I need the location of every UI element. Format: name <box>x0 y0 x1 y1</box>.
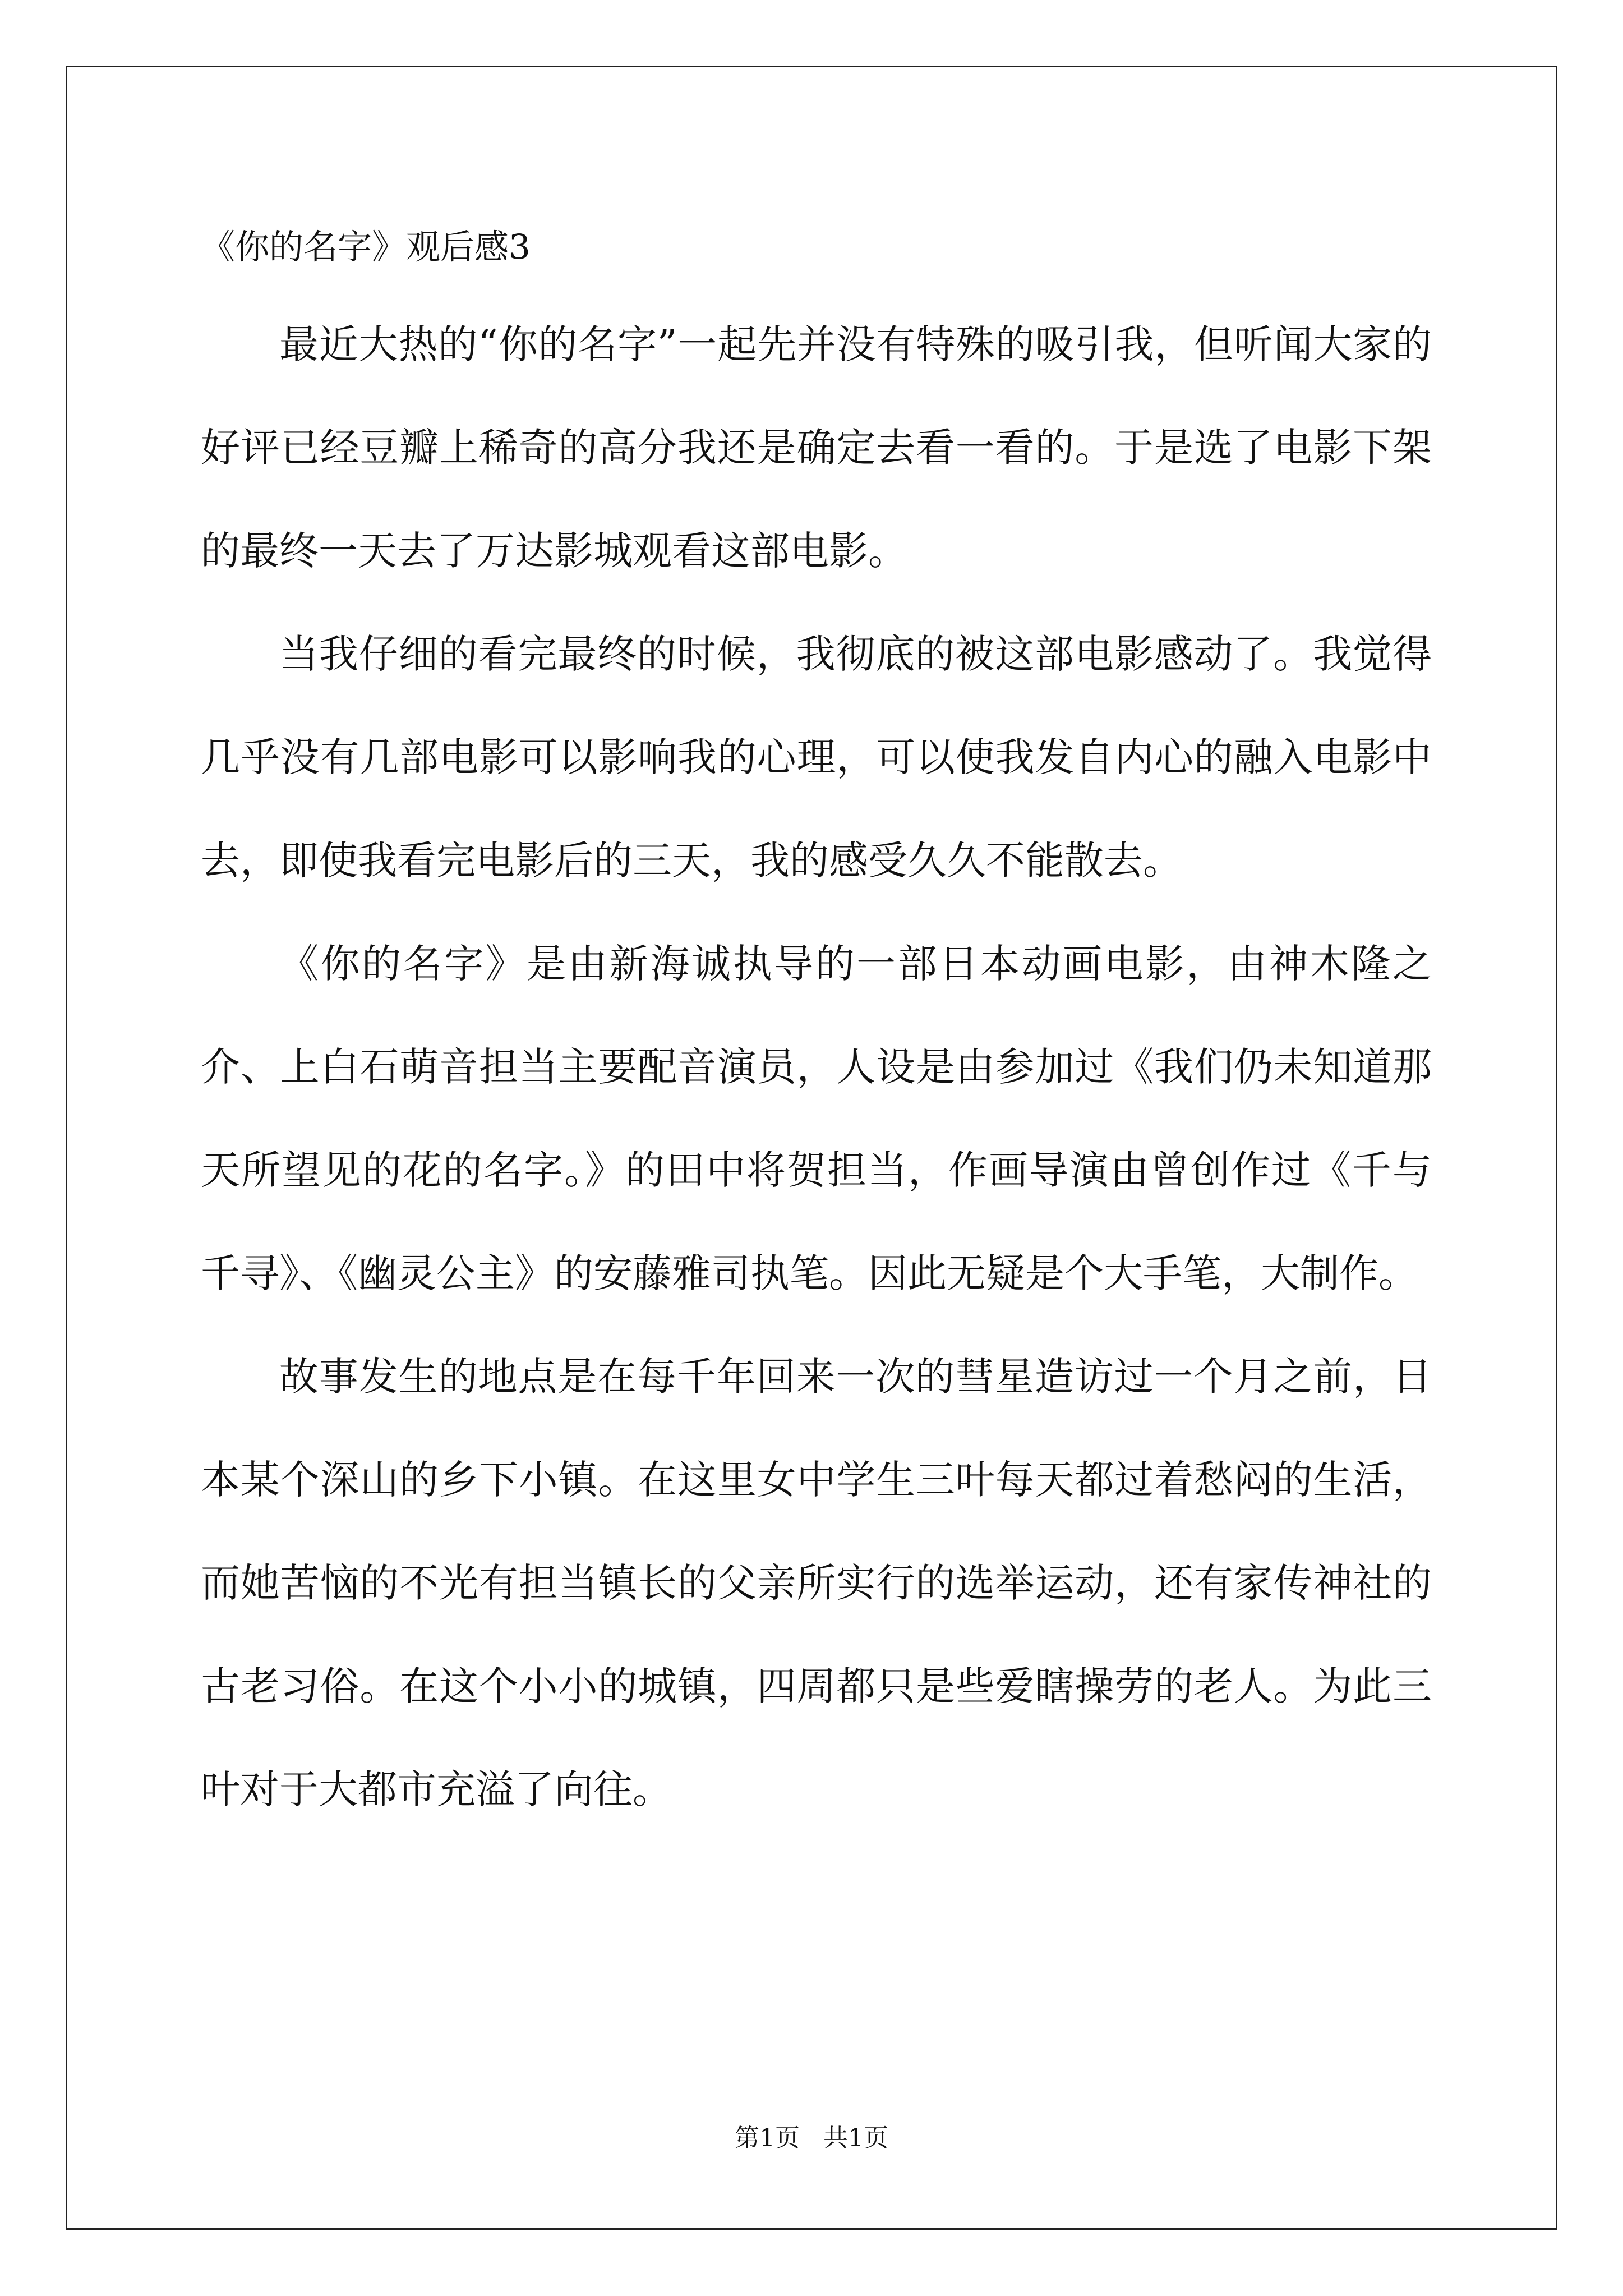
page-number-footer: 第1页 共1页 <box>735 2124 888 2152</box>
document-body <box>201 219 1491 1841</box>
paragraph-4: 故事发生的地点是在每千年回来一次的彗星造访过一个月之前，日本某个深山的乡下小镇。在这里女中学生三叶每天都过着愁闷的生活，而她苦恼的不光有担当镇长的父亲所实行的选举运动，还有家传神社的古老习俗。在这个小小的城镇，四周都只是些爱瞎操劳的老人。为此三叶对于大都市充溢了向往。 <box>201 1354 1432 1812</box>
document-title: 《你的名字》观后感3 <box>201 227 531 267</box>
paragraph-1: 最近大热的“你的名字”一起先并没有特殊的吸引我，但听闻大家的好评已经豆瓣上稀奇的高分我还是确定去看一看的。于是选了电影下架的最终一天去了万达影城观看这部电影。 <box>201 321 1432 574</box>
paragraph-3: 《你的名字》是由新海诚执导的一部日本动画电影，由神木隆之介、上白石萌音担当主要配音演员，人设是由参加过《我们仍未知道那天所望见的花的名字。》的田中将贺担当，作画导演由曾创作过《千与千寻》、《幽灵公主》的安藤雅司执笔。因此无疑是个大手笔，大制作。 <box>201 941 1432 1296</box>
paragraph-2: 当我仔细的看完最终的时候，我彻底的被这部电影感动了。我觉得几乎没有几部电影可以影响我的心理，可以使我发自内心的融入电影中去，即使我看完电影后的三天，我的感受久久不能散去。 <box>201 631 1432 884</box>
